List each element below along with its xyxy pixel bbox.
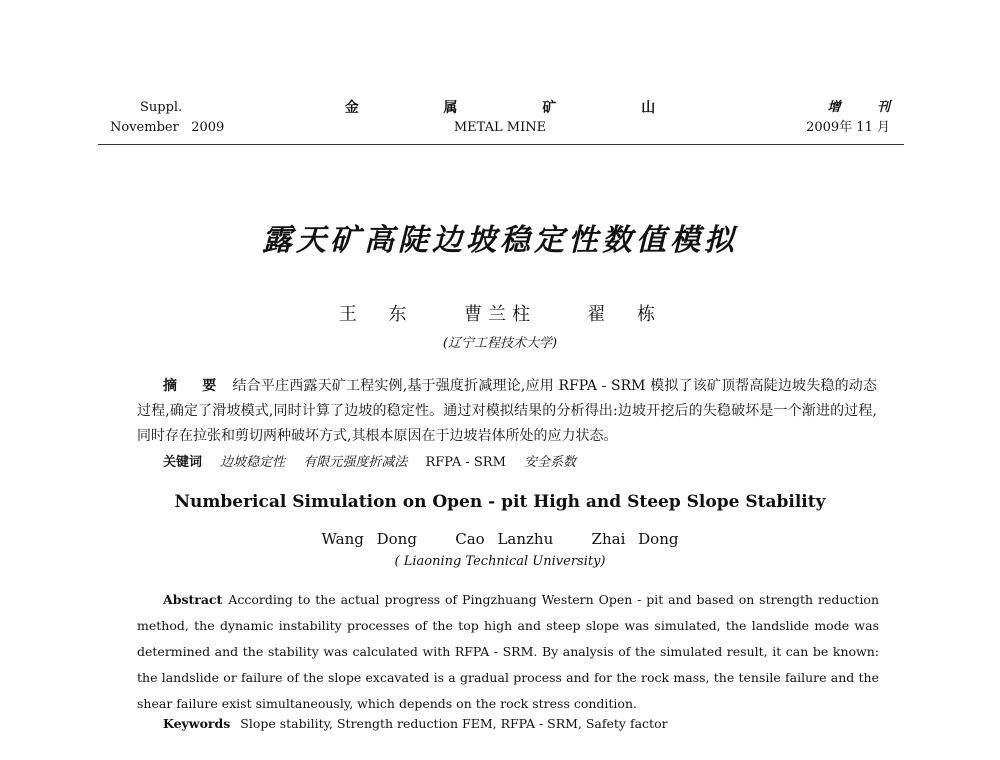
keywords-text-en: Slope stability, Strength reduction FEM, RFPA - SRM, Safety factor bbox=[240, 716, 668, 731]
abstract-cn bbox=[137, 374, 877, 449]
keywords-label-cn: 关键词 bbox=[163, 455, 203, 470]
affiliation-en: ( Liaoning Technical University) bbox=[394, 554, 606, 569]
keyword-cn: RFPA - SRM bbox=[425, 455, 506, 470]
journal-name-en: METAL MINE bbox=[453, 120, 547, 135]
journal-name-cn: 金 属 矿 山 bbox=[344, 100, 696, 116]
keyword-cn: 边坡稳定性 bbox=[220, 455, 286, 470]
keyword-cn: 安全系数 bbox=[524, 455, 577, 470]
keywords-cn bbox=[163, 451, 883, 470]
keywords-en bbox=[163, 716, 883, 731]
header-date-en: November 2009 bbox=[110, 120, 225, 135]
header-rule bbox=[98, 144, 904, 145]
header-date-cn: 2009年 11 月 bbox=[806, 120, 890, 135]
running-header bbox=[0, 98, 1000, 148]
authors-en: Wang Dong Cao Lanzhu Zhai Dong bbox=[321, 530, 679, 548]
abstract-label-cn: 摘 要 bbox=[163, 378, 227, 394]
paper-title-en: Numberical Simulation on Open - pit High and Steep Slope Stability bbox=[174, 492, 826, 512]
abstract-text-en: According to the actual progress of Pingzhuang Western Open - pit and based on strength reduction method, the dynamic instability processes of the top high and steep slope was simulated, the landslide mode was determined and the stability was calculated with RFPA - SRM. By analysis of the simulated result, it can be known: the landslide or failure of the slope excavated is a gradual process and for the rock mass, the tensile failure and the shear failure exist simultaneously, which depends on the rock stress condition. bbox=[137, 592, 879, 711]
header-right bbox=[806, 98, 906, 138]
header-supplement-cn: 增 刊 bbox=[827, 100, 906, 115]
paper-title-cn: 露天矿高陡边坡稳定性数值模拟 bbox=[262, 223, 738, 258]
abstract-en bbox=[137, 587, 879, 717]
authors-cn: 王 东 曹兰柱 翟 栋 bbox=[338, 304, 662, 325]
header-suppl: Suppl. bbox=[140, 100, 183, 115]
abstract-label-en: Abstract bbox=[163, 592, 223, 607]
abstract-text-cn: 结合平庄西露天矿工程实例,基于强度折减理论,应用 RFPA - SRM 模拟了该矿顶帮高陡边坡失稳的动态过程,确定了滑坡模式,同时计算了边坡的稳定性。通过对模拟结果的分析得出:边坡开挖后的失稳破坏是一个渐进的过程,同时存在拉张和剪切两种破坏方式,其根本原因在于边坡岩体所处的应力状态。 bbox=[137, 378, 877, 444]
affiliation-cn: (辽宁工程技术大学) bbox=[442, 336, 558, 351]
keyword-cn: 有限元强度折减法 bbox=[303, 455, 408, 470]
keywords-label-en: Keywords bbox=[163, 716, 231, 731]
